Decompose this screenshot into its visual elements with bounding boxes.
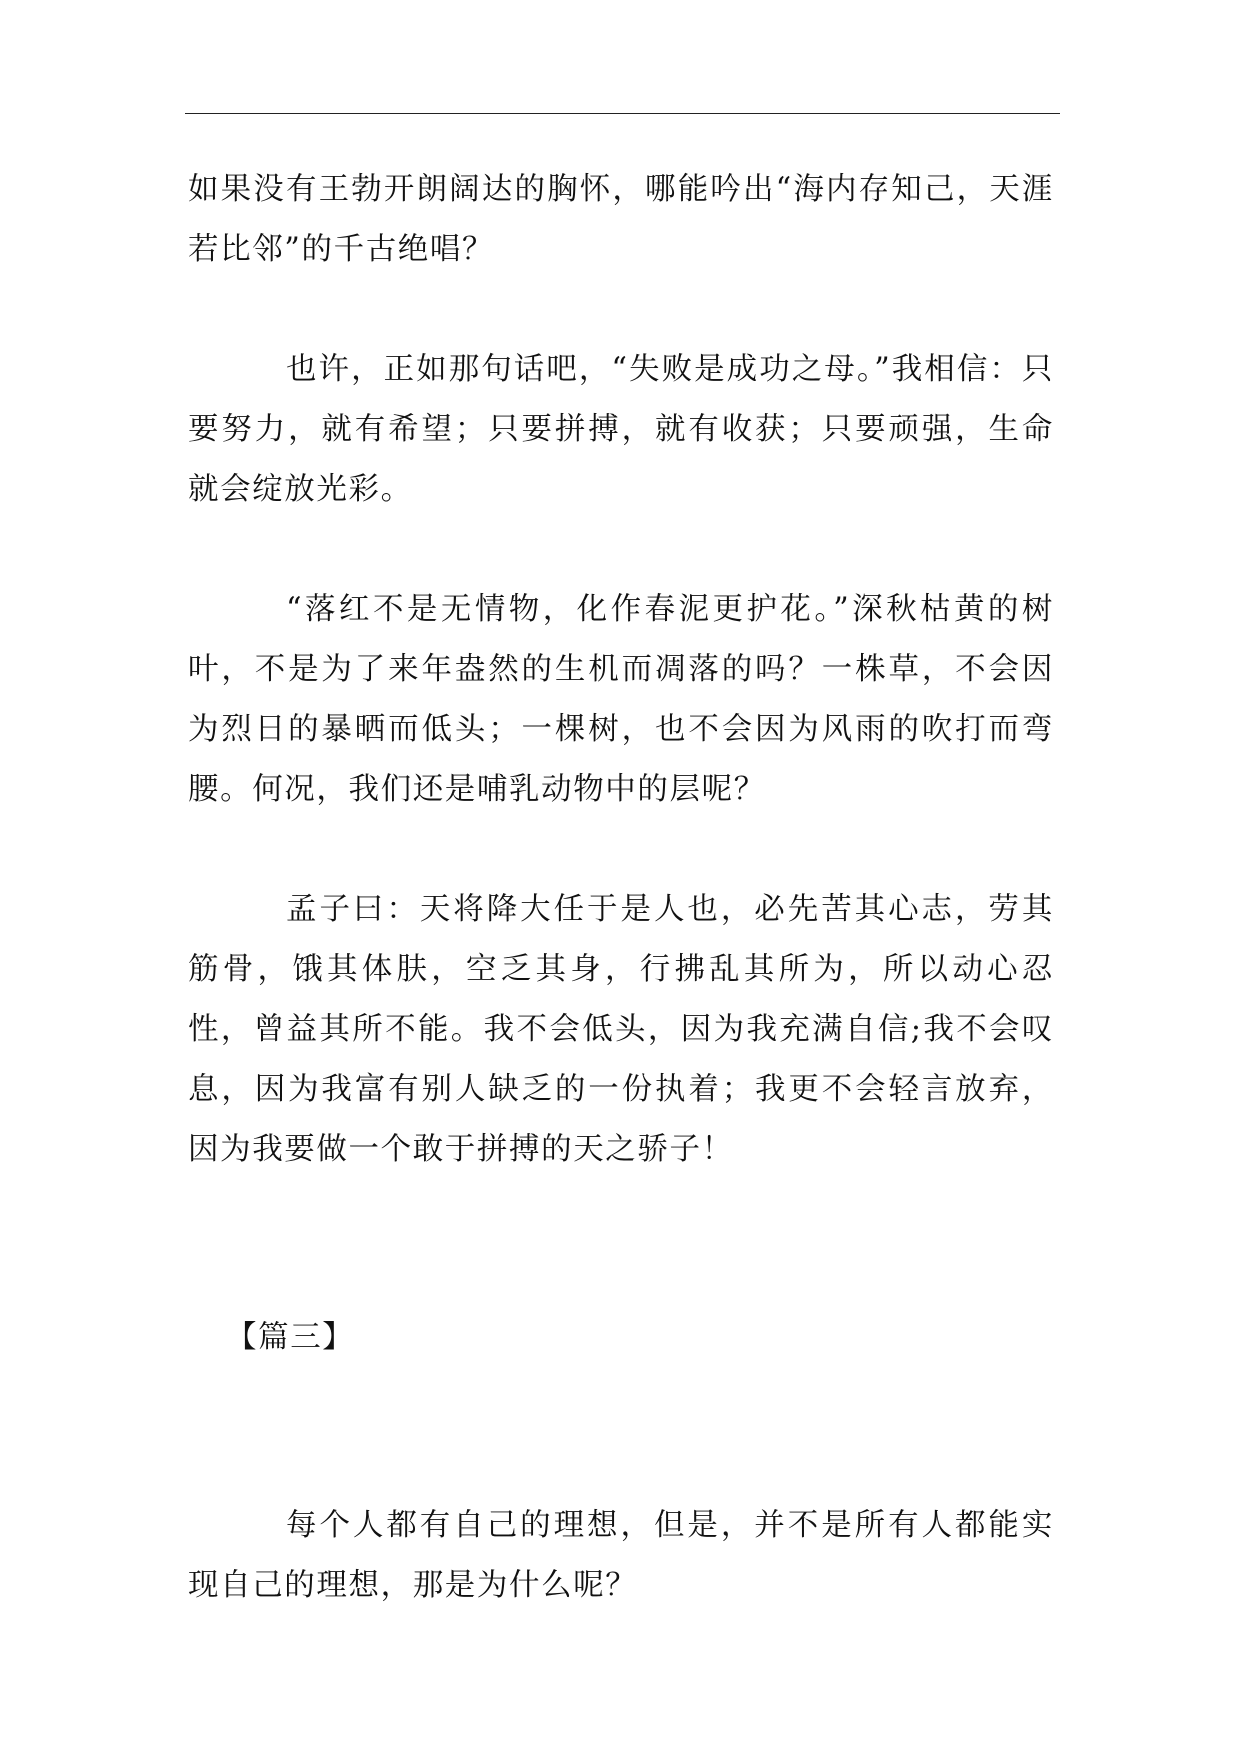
section-paragraph-1: 每个人都有自己的理想，但是，并不是所有人都能实现自己的理想，那是为什么呢？ [188,1508,1054,1603]
header-rule [185,113,1060,114]
paragraph-4: 孟子曰：天将降大任于是人也，必先苦其心志，劳其筋骨，饿其体肤，空乏其身，行拂乱其所为，所以动心忍性，曾益其所不能。我不会低头，因为我充满自信;我不会叹息，因为我富有别人缺乏的一份执着；我更不会轻言放弃，因为我要做一个敢于拼搏的天之骄子！ [188,892,1054,1167]
paragraph-spacer [188,280,1054,340]
paragraph-spacer [188,520,1054,580]
paragraph-3: “落红不是无情物，化作春泥更护花。”深秋枯黄的树叶，不是为了来年盎然的生机而凋落的吗？一株草，不会因为烈日的暴晒而低头；一棵树，也不会因为风雨的吹打而弯腰。何况，我们还是哺乳动物中的层呢？ [188,592,1054,807]
paragraph-2: 也许，正如那句话吧，“失败是成功之母。”我相信：只要努力，就有希望；只要拼搏，就有收获；只要顽强，生命就会绽放光彩。 [188,352,1054,507]
section-heading: 【篇三】 [226,1320,355,1355]
section-spacer [188,1180,1054,1308]
document-body [188,160,1054,1616]
section-spacer [188,1368,1054,1496]
paragraph-1: 如果没有王勃开朗阔达的胸怀，哪能吟出“海内存知己，天涯若比邻”的千古绝唱？ [188,172,1054,267]
paragraph-spacer [188,820,1054,880]
